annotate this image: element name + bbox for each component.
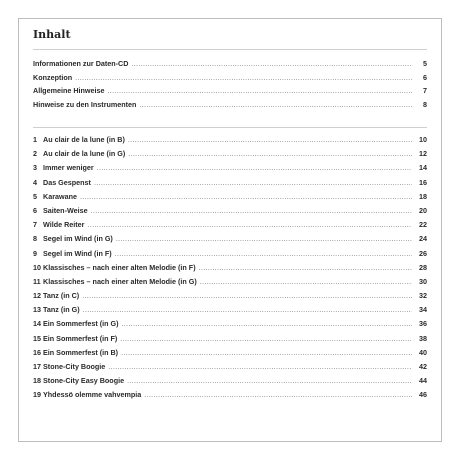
- title-divider: [33, 49, 427, 50]
- toc-entry-title: Hinweise zu den Instrumenten: [33, 99, 137, 109]
- toc-entry-page-number: 6: [423, 72, 427, 82]
- toc-entry-number: 4: [33, 177, 37, 187]
- toc-entry-page-number: 36: [419, 319, 427, 329]
- toc-entry[interactable]: [33, 232, 427, 246]
- toc-entry[interactable]: [33, 346, 427, 360]
- toc-entry-title: Tanz (in G): [43, 305, 80, 315]
- toc-entry-number: 14: [33, 319, 41, 329]
- dot-leader: [115, 247, 412, 261]
- toc-entry-number: 12: [33, 291, 41, 301]
- toc-entry[interactable]: [33, 84, 427, 98]
- toc-entry-title: Stone-City Boogie: [43, 362, 106, 371]
- toc-entry-number: 7: [33, 220, 37, 230]
- toc-entry-number: 5: [33, 191, 37, 201]
- toc-entry-title: Immer weniger: [43, 163, 94, 173]
- toc-entry-title: Segel im Wind (in F): [43, 248, 112, 258]
- toc-entry-page-number: 30: [419, 276, 427, 286]
- toc-entry-page-number: 28: [419, 262, 427, 272]
- dot-leader: [83, 303, 412, 317]
- toc-entry-page-number: 46: [419, 390, 427, 400]
- toc-entry-number: 3: [33, 163, 37, 173]
- toc-entry-title: Karawane: [43, 191, 77, 201]
- toc-entry-number: 1: [33, 135, 37, 144]
- dot-leader: [200, 275, 412, 289]
- toc-entry[interactable]: [33, 218, 427, 232]
- toc-entry-number: 9: [33, 248, 37, 258]
- dot-leader: [108, 84, 413, 98]
- pieces-list: [33, 133, 427, 403]
- dot-leader: [94, 176, 412, 190]
- dot-leader: [80, 190, 412, 204]
- toc-entry[interactable]: [33, 176, 427, 190]
- toc-entry-number: 11: [33, 276, 41, 286]
- toc-entry[interactable]: [33, 261, 427, 275]
- dot-leader: [82, 289, 412, 303]
- toc-entry[interactable]: [33, 190, 427, 204]
- toc-entry-page-number: 7: [423, 86, 427, 96]
- toc-entry-title: Ein Sommerfest (in B): [43, 347, 119, 357]
- dot-leader: [128, 147, 412, 161]
- toc-entry[interactable]: [33, 204, 427, 218]
- dot-leader: [97, 161, 412, 175]
- dot-leader: [116, 232, 412, 246]
- dot-leader: [144, 388, 412, 402]
- toc-entry-title: Klassisches – nach einer alten Melodie (in F): [43, 262, 196, 272]
- toc-entry-title: Ein Sommerfest (in F): [43, 333, 118, 343]
- toc-entry[interactable]: [33, 161, 427, 175]
- toc-entry-title: Segel im Wind (in G): [43, 234, 113, 244]
- dot-leader: [128, 133, 412, 147]
- toc-entry-page-number: 18: [419, 191, 427, 201]
- toc-entry-number: 18: [33, 376, 41, 386]
- toc-entry-title: Konzeption: [33, 72, 73, 82]
- toc-entry-number: 19: [33, 390, 41, 400]
- toc-entry[interactable]: [33, 147, 427, 161]
- toc-entry[interactable]: [33, 317, 427, 331]
- dot-leader: [120, 332, 412, 346]
- toc-entry-number: 17: [33, 362, 41, 371]
- toc-entry-title: Tanz (in C): [43, 291, 80, 301]
- toc-entry-number: 6: [33, 205, 37, 215]
- toc-entry-page-number: 16: [419, 177, 427, 187]
- dot-leader: [108, 360, 412, 374]
- toc-entry-page-number: 32: [419, 291, 427, 301]
- toc-entry-title: Das Gespenst: [43, 177, 91, 187]
- section-divider: [33, 127, 427, 128]
- toc-entry-title: Au clair de la lune (in G): [43, 149, 126, 159]
- toc-entry[interactable]: [33, 332, 427, 346]
- toc-entry-title: Ein Sommerfest (in G): [43, 319, 119, 329]
- toc-entry-title: Allgemeine Hinweise: [33, 86, 105, 96]
- toc-entry-title: Yhdessö olemme vahvempia: [43, 390, 142, 400]
- front-matter-list: [33, 57, 427, 111]
- toc-entry[interactable]: [33, 303, 427, 317]
- dot-leader: [121, 317, 412, 331]
- dot-leader: [121, 346, 412, 360]
- toc-entry-page-number: 38: [419, 333, 427, 343]
- toc-entry-number: 13: [33, 305, 41, 315]
- toc-entry-title: Wilde Reiter: [43, 220, 85, 230]
- toc-entry-page-number: 8: [423, 99, 427, 109]
- page-title: Inhalt: [33, 28, 71, 41]
- toc-entry-number: 10: [33, 262, 41, 272]
- toc-entry[interactable]: [33, 71, 427, 85]
- dot-leader: [139, 98, 412, 112]
- dot-leader: [75, 71, 412, 85]
- toc-entry[interactable]: [33, 133, 427, 147]
- toc-entry-page-number: 20: [419, 205, 427, 215]
- toc-entry-number: 16: [33, 347, 41, 357]
- toc-entry-number: 8: [33, 234, 37, 244]
- toc-entry[interactable]: [33, 57, 427, 71]
- toc-entry-title: Klassisches – nach einer alten Melodie (in G): [43, 276, 197, 286]
- toc-page-frame: [18, 18, 442, 442]
- toc-entry-page-number: 10: [419, 135, 427, 144]
- toc-entry-page-number: 40: [419, 347, 427, 357]
- toc-entry[interactable]: [33, 275, 427, 289]
- toc-entry-title: Stone-City Easy Boogie: [43, 376, 125, 386]
- dot-leader: [87, 218, 412, 232]
- toc-entry-page-number: 12: [419, 149, 427, 159]
- toc-entry[interactable]: [33, 289, 427, 303]
- toc-entry-title: Au clair de la lune (in B): [43, 135, 125, 144]
- toc-entry-page-number: 26: [419, 248, 427, 258]
- toc-entry-number: 2: [33, 149, 37, 159]
- toc-entry[interactable]: [33, 360, 427, 374]
- dot-leader: [199, 261, 412, 275]
- toc-entry-page-number: 24: [419, 234, 427, 244]
- toc-entry-page-number: 14: [419, 163, 427, 173]
- toc-entry-page-number: 44: [419, 376, 427, 386]
- toc-entry-page-number: 22: [419, 220, 427, 230]
- dot-leader: [131, 57, 412, 71]
- toc-entry-number: 15: [33, 333, 41, 343]
- dot-leader: [127, 374, 412, 388]
- toc-entry[interactable]: [33, 98, 427, 112]
- toc-entry[interactable]: [33, 374, 427, 388]
- dot-leader: [91, 204, 412, 218]
- toc-entry[interactable]: [33, 388, 427, 402]
- toc-entry-title: Saiten-Weise: [43, 205, 88, 215]
- toc-entry[interactable]: [33, 247, 427, 261]
- toc-entry-page-number: 42: [419, 362, 427, 371]
- toc-entry-page-number: 34: [419, 305, 427, 315]
- toc-entry-title: Informationen zur Daten-CD: [33, 59, 129, 68]
- toc-entry-page-number: 5: [423, 59, 427, 68]
